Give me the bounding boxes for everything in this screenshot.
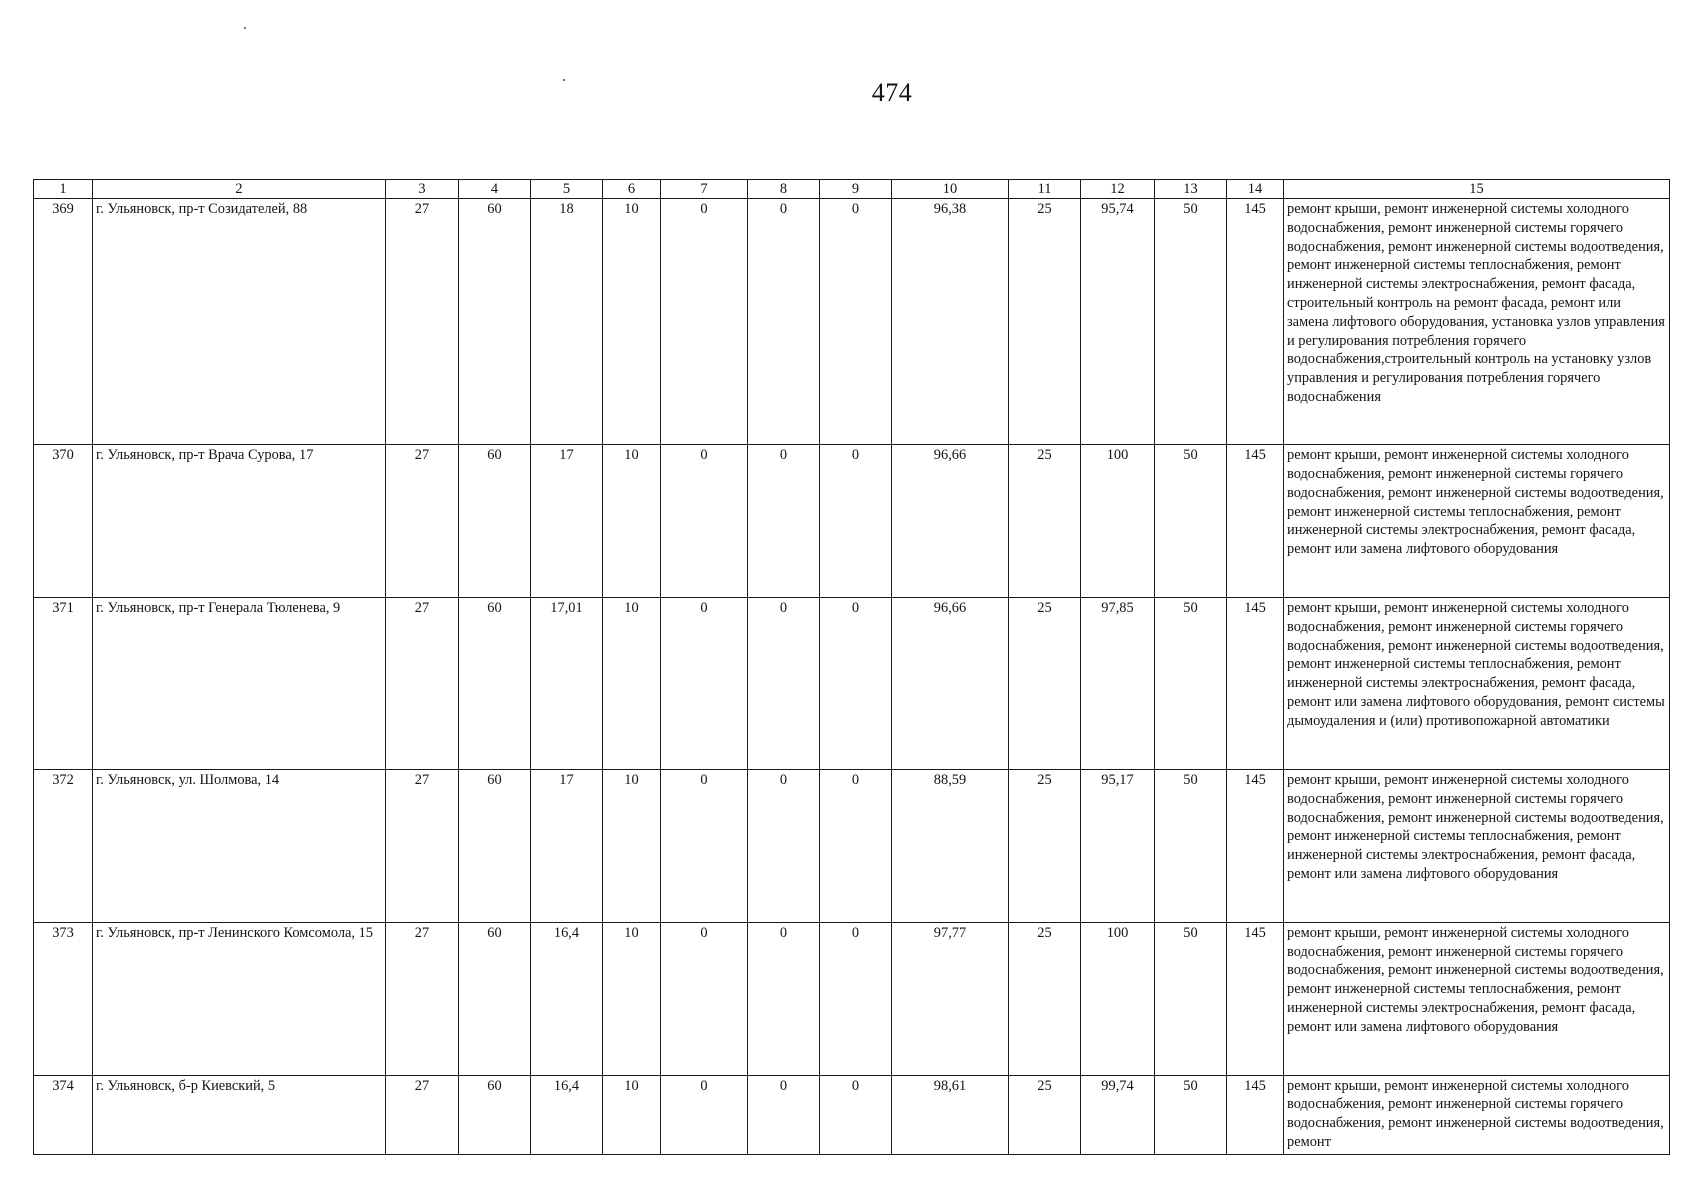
column-header: 14 (1227, 180, 1284, 199)
row-number-cell: 369 (34, 199, 93, 445)
column-header: 9 (820, 180, 892, 199)
column-header: 15 (1284, 180, 1670, 199)
column-header: 3 (386, 180, 459, 199)
value-cell: 0 (820, 1075, 892, 1154)
value-cell: 17 (531, 769, 603, 922)
value-cell: 0 (661, 445, 748, 598)
value-cell: 27 (386, 1075, 459, 1154)
value-cell: 50 (1155, 769, 1227, 922)
value-cell: 27 (386, 199, 459, 445)
works-list-cell: ремонт крыши, ремонт инженерной системы холодного водоснабжения, ремонт инженерной системы горячего водоснабжения, ремонт инженерной системы водоотведения, ремонт инженерной системы теплоснабжения, ремонт инженерной системы электроснабжения, ремонт фасада, ремонт или замена лифтового оборудования (1284, 769, 1670, 922)
row-number-cell: 371 (34, 598, 93, 770)
value-cell: 10 (603, 922, 661, 1075)
value-cell: 50 (1155, 598, 1227, 770)
works-list-cell: ремонт крыши, ремонт инженерной системы холодного водоснабжения, ремонт инженерной системы горячего водоснабжения, ремонт инженерной системы водоотведения, ремонт инженерной системы теплоснабжения, ремонт инженерной системы электроснабжения, ремонт фасада, строительный контроль на ремонт фасада, ремонт или замена лифтового оборудования, установка узлов управления и регулирования потребления горячего водоснабжения,строительный контроль на установку узлов управления и регулирования потребления горячего водоснабжения (1284, 199, 1670, 445)
works-list-cell: ремонт крыши, ремонт инженерной системы холодного водоснабжения, ремонт инженерной системы горячего водоснабжения, ремонт инженерной системы водоотведения, ремонт (1284, 1075, 1670, 1154)
table-row (34, 769, 1670, 922)
value-cell: 0 (661, 199, 748, 445)
value-cell: 27 (386, 445, 459, 598)
value-cell: 25 (1009, 1075, 1081, 1154)
value-cell: 60 (459, 598, 531, 770)
value-cell: 0 (661, 769, 748, 922)
column-header: 8 (748, 180, 820, 199)
value-cell: 10 (603, 1075, 661, 1154)
value-cell: 145 (1227, 1075, 1284, 1154)
value-cell: 0 (748, 598, 820, 770)
value-cell: 60 (459, 199, 531, 445)
column-header: 4 (459, 180, 531, 199)
value-cell: 25 (1009, 598, 1081, 770)
value-cell: 16,4 (531, 1075, 603, 1154)
address-cell: г. Ульяновск, ул. Шолмова, 14 (93, 769, 386, 922)
value-cell: 50 (1155, 199, 1227, 445)
value-cell: 50 (1155, 1075, 1227, 1154)
value-cell: 0 (748, 199, 820, 445)
value-cell: 95,17 (1081, 769, 1155, 922)
column-header: 13 (1155, 180, 1227, 199)
value-cell: 0 (661, 922, 748, 1075)
value-cell: 145 (1227, 598, 1284, 770)
column-header: 10 (892, 180, 1009, 199)
column-header: 1 (34, 180, 93, 199)
value-cell: 60 (459, 445, 531, 598)
value-cell: 27 (386, 922, 459, 1075)
value-cell: 97,85 (1081, 598, 1155, 770)
column-header: 2 (93, 180, 386, 199)
row-number-cell: 373 (34, 922, 93, 1075)
value-cell: 60 (459, 769, 531, 922)
table-row (34, 922, 1670, 1075)
column-number-row (34, 180, 1670, 199)
value-cell: 0 (820, 769, 892, 922)
table-row (34, 445, 1670, 598)
value-cell: 96,66 (892, 445, 1009, 598)
value-cell: 0 (820, 199, 892, 445)
column-header: 7 (661, 180, 748, 199)
column-header: 12 (1081, 180, 1155, 199)
value-cell: 100 (1081, 922, 1155, 1075)
repair-register-table (33, 179, 1670, 1155)
value-cell: 0 (661, 598, 748, 770)
scan-speck (244, 27, 246, 29)
value-cell: 96,66 (892, 598, 1009, 770)
value-cell: 0 (748, 1075, 820, 1154)
value-cell: 25 (1009, 922, 1081, 1075)
value-cell: 88,59 (892, 769, 1009, 922)
value-cell: 10 (603, 769, 661, 922)
address-cell: г. Ульяновск, пр-т Генерала Тюленева, 9 (93, 598, 386, 770)
value-cell: 18 (531, 199, 603, 445)
value-cell: 0 (748, 922, 820, 1075)
address-cell: г. Ульяновск, пр-т Врача Сурова, 17 (93, 445, 386, 598)
row-number-cell: 372 (34, 769, 93, 922)
value-cell: 10 (603, 598, 661, 770)
value-cell: 17 (531, 445, 603, 598)
value-cell: 27 (386, 769, 459, 922)
works-list-cell: ремонт крыши, ремонт инженерной системы холодного водоснабжения, ремонт инженерной системы горячего водоснабжения, ремонт инженерной системы водоотведения, ремонт инженерной системы теплоснабжения, ремонт инженерной системы электроснабжения, ремонт фасада, ремонт или замена лифтового оборудования, ремонт системы дымоудаления и (или) противопожарной автоматики (1284, 598, 1670, 770)
value-cell: 0 (820, 445, 892, 598)
address-cell: г. Ульяновск, б-р Киевский, 5 (93, 1075, 386, 1154)
value-cell: 0 (661, 1075, 748, 1154)
value-cell: 0 (820, 922, 892, 1075)
value-cell: 16,4 (531, 922, 603, 1075)
table-row (34, 1075, 1670, 1154)
column-header: 11 (1009, 180, 1081, 199)
value-cell: 98,61 (892, 1075, 1009, 1154)
works-list-cell: ремонт крыши, ремонт инженерной системы холодного водоснабжения, ремонт инженерной системы горячего водоснабжения, ремонт инженерной системы водоотведения, ремонт инженерной системы теплоснабжения, ремонт инженерной системы электроснабжения, ремонт фасада, ремонт или замена лифтового оборудования (1284, 922, 1670, 1075)
address-cell: г. Ульяновск, пр-т Ленинского Комсомола, 15 (93, 922, 386, 1075)
table-row (34, 598, 1670, 770)
value-cell: 145 (1227, 199, 1284, 445)
page-number: 474 (871, 78, 913, 107)
value-cell: 0 (748, 445, 820, 598)
value-cell: 60 (459, 1075, 531, 1154)
value-cell: 99,74 (1081, 1075, 1155, 1154)
value-cell: 145 (1227, 922, 1284, 1075)
address-cell: г. Ульяновск, пр-т Созидателей, 88 (93, 199, 386, 445)
column-header: 6 (603, 180, 661, 199)
value-cell: 97,77 (892, 922, 1009, 1075)
scan-speck (563, 79, 565, 81)
value-cell: 25 (1009, 769, 1081, 922)
column-header: 5 (531, 180, 603, 199)
value-cell: 50 (1155, 445, 1227, 598)
value-cell: 95,74 (1081, 199, 1155, 445)
value-cell: 10 (603, 199, 661, 445)
value-cell: 60 (459, 922, 531, 1075)
row-number-cell: 374 (34, 1075, 93, 1154)
value-cell: 17,01 (531, 598, 603, 770)
value-cell: 50 (1155, 922, 1227, 1075)
value-cell: 25 (1009, 445, 1081, 598)
table-row (34, 199, 1670, 445)
row-number-cell: 370 (34, 445, 93, 598)
value-cell: 0 (820, 598, 892, 770)
value-cell: 145 (1227, 769, 1284, 922)
value-cell: 25 (1009, 199, 1081, 445)
value-cell: 10 (603, 445, 661, 598)
value-cell: 96,38 (892, 199, 1009, 445)
value-cell: 100 (1081, 445, 1155, 598)
value-cell: 0 (748, 769, 820, 922)
works-list-cell: ремонт крыши, ремонт инженерной системы холодного водоснабжения, ремонт инженерной системы горячего водоснабжения, ремонт инженерной системы водоотведения, ремонт инженерной системы теплоснабжения, ремонт инженерной системы электроснабжения, ремонт фасада, ремонт или замена лифтового оборудования (1284, 445, 1670, 598)
value-cell: 27 (386, 598, 459, 770)
value-cell: 145 (1227, 445, 1284, 598)
